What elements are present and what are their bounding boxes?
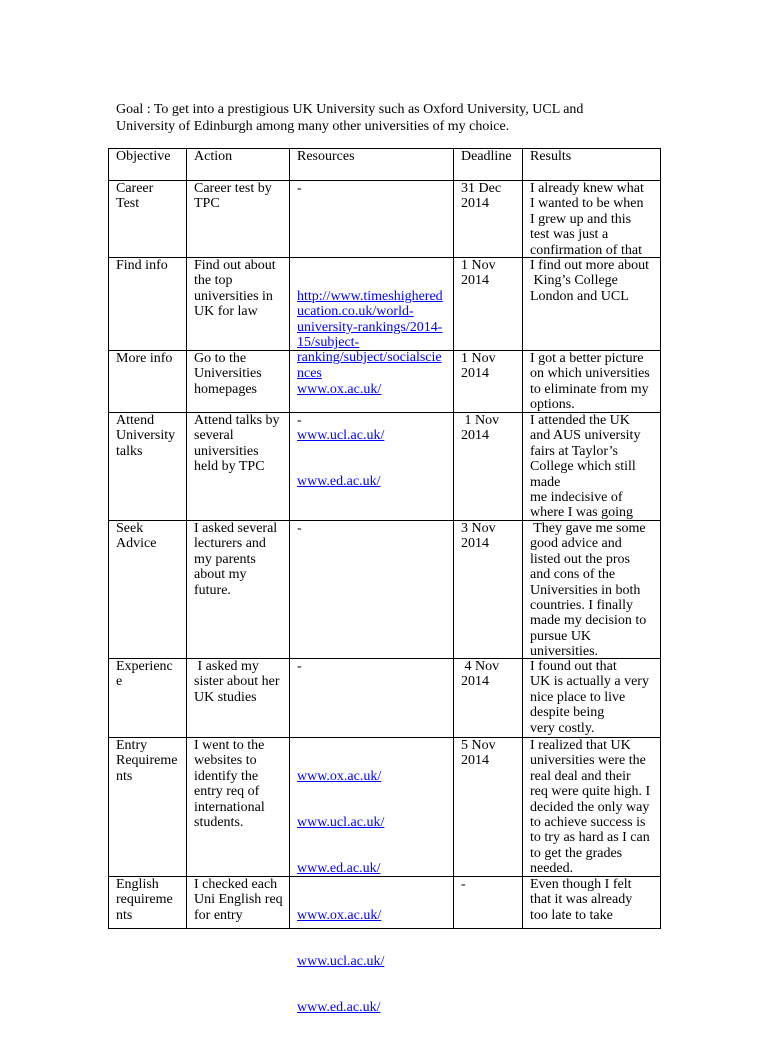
header-action: Action (187, 149, 290, 181)
results-cell: I attended the UK and AUS university fairs at Taylor’s College which still made me indecisive of where I was going (523, 413, 661, 521)
resources-cell: - (290, 521, 454, 659)
action-cell: I went to the websites to identify the entry req of international students. (187, 738, 290, 877)
header-results: Results (523, 149, 661, 181)
objective-cell: Seek Advice (109, 521, 187, 659)
resources-cell (290, 738, 454, 877)
objective-cell: English requireme nts (109, 877, 187, 929)
goal-statement: Goal : To get into a prestigious UK University such as Oxford University, UCL and University of Edinburgh among many other universities of my choice. (116, 102, 584, 134)
results-cell: Even though I felt that it was already too late to take (523, 877, 661, 929)
action-cell: I asked several lecturers and my parents about my future. (187, 521, 290, 659)
resource-link[interactable]: www.ed.ac.uk/ (297, 1000, 381, 1016)
results-cell: I find out more about King’s College London and UCL (523, 258, 661, 351)
objective-cell: Attend University talks (109, 413, 187, 521)
header-objective: Objective (109, 149, 187, 181)
deadline-cell: - (454, 877, 523, 929)
deadline-cell: 5 Nov 2014 (454, 738, 523, 877)
resources-cell (290, 351, 454, 490)
resource-link[interactable]: www.ox.ac.uk/ (297, 768, 382, 784)
resources-cell: - (290, 413, 454, 521)
goals-table (108, 148, 661, 1016)
deadline-cell: 1 Nov 2014 (454, 351, 523, 413)
resource-link[interactable]: www.ox.ac.uk/ (297, 381, 382, 397)
resource-link[interactable]: www.ed.ac.uk/ (297, 474, 381, 490)
action-cell: Attend talks by several universities held by TPC (187, 413, 290, 521)
action-cell: Career test by TPC (187, 181, 290, 258)
objective-cell: Experienc e (109, 659, 187, 738)
header-resources: Resources (290, 149, 454, 181)
results-cell: I realized that UK universities were the real deal and their req were quite high. I decided the only way to achieve success is to try as hard as I can to get the grades needed. (523, 738, 661, 877)
resource-link[interactable]: www.ox.ac.uk/ (297, 907, 382, 923)
results-cell: They gave me some good advice and listed out the pros and cons of the Universities in both countries. I finally made my decision to pursue UK universities. (523, 521, 661, 659)
action-cell: I checked each Uni English req for entry (187, 877, 290, 929)
results-cell: I got a better picture on which universities to eliminate from my options. (523, 351, 661, 413)
resource-link[interactable]: www.ucl.ac.uk/ (297, 954, 385, 970)
results-cell: I already knew what I wanted to be when I grew up and this test was just a confirmation of that (523, 181, 661, 258)
resources-cell: - (290, 181, 454, 258)
deadline-cell: 31 Dec 2014 (454, 181, 523, 258)
header-deadline: Deadline (454, 149, 523, 181)
deadline-cell: 4 Nov 2014 (454, 659, 523, 738)
deadline-cell: 1 Nov 2014 (454, 258, 523, 351)
objective-cell: More info (109, 351, 187, 413)
resources-cell (290, 258, 454, 381)
objective-cell: Find info (109, 258, 187, 351)
action-cell: Find out about the top universities in UK for law (187, 258, 290, 351)
resource-link[interactable]: http://www.timeshighered ucation.co.uk/world- university-rankings/2014- 15/subject- ranking/subject/socialscie nces (297, 288, 443, 381)
results-cell: I found out that UK is actually a very nice place to live despite being very costly. (523, 659, 661, 738)
resources-cell: - (290, 659, 454, 738)
resource-link[interactable]: www.ed.ac.uk/ (297, 861, 381, 877)
action-cell: I asked my sister about her UK studies (187, 659, 290, 738)
objective-cell: Entry Requireme nts (109, 738, 187, 877)
deadline-cell: 1 Nov 2014 (454, 413, 523, 521)
resources-cell (290, 877, 454, 1016)
action-cell: Go to the Universities homepages (187, 351, 290, 413)
objective-cell: Career Test (109, 181, 187, 258)
deadline-cell: 3 Nov 2014 (454, 521, 523, 659)
resource-link[interactable]: www.ucl.ac.uk/ (297, 815, 385, 831)
resource-link[interactable]: www.ucl.ac.uk/ (297, 428, 385, 444)
